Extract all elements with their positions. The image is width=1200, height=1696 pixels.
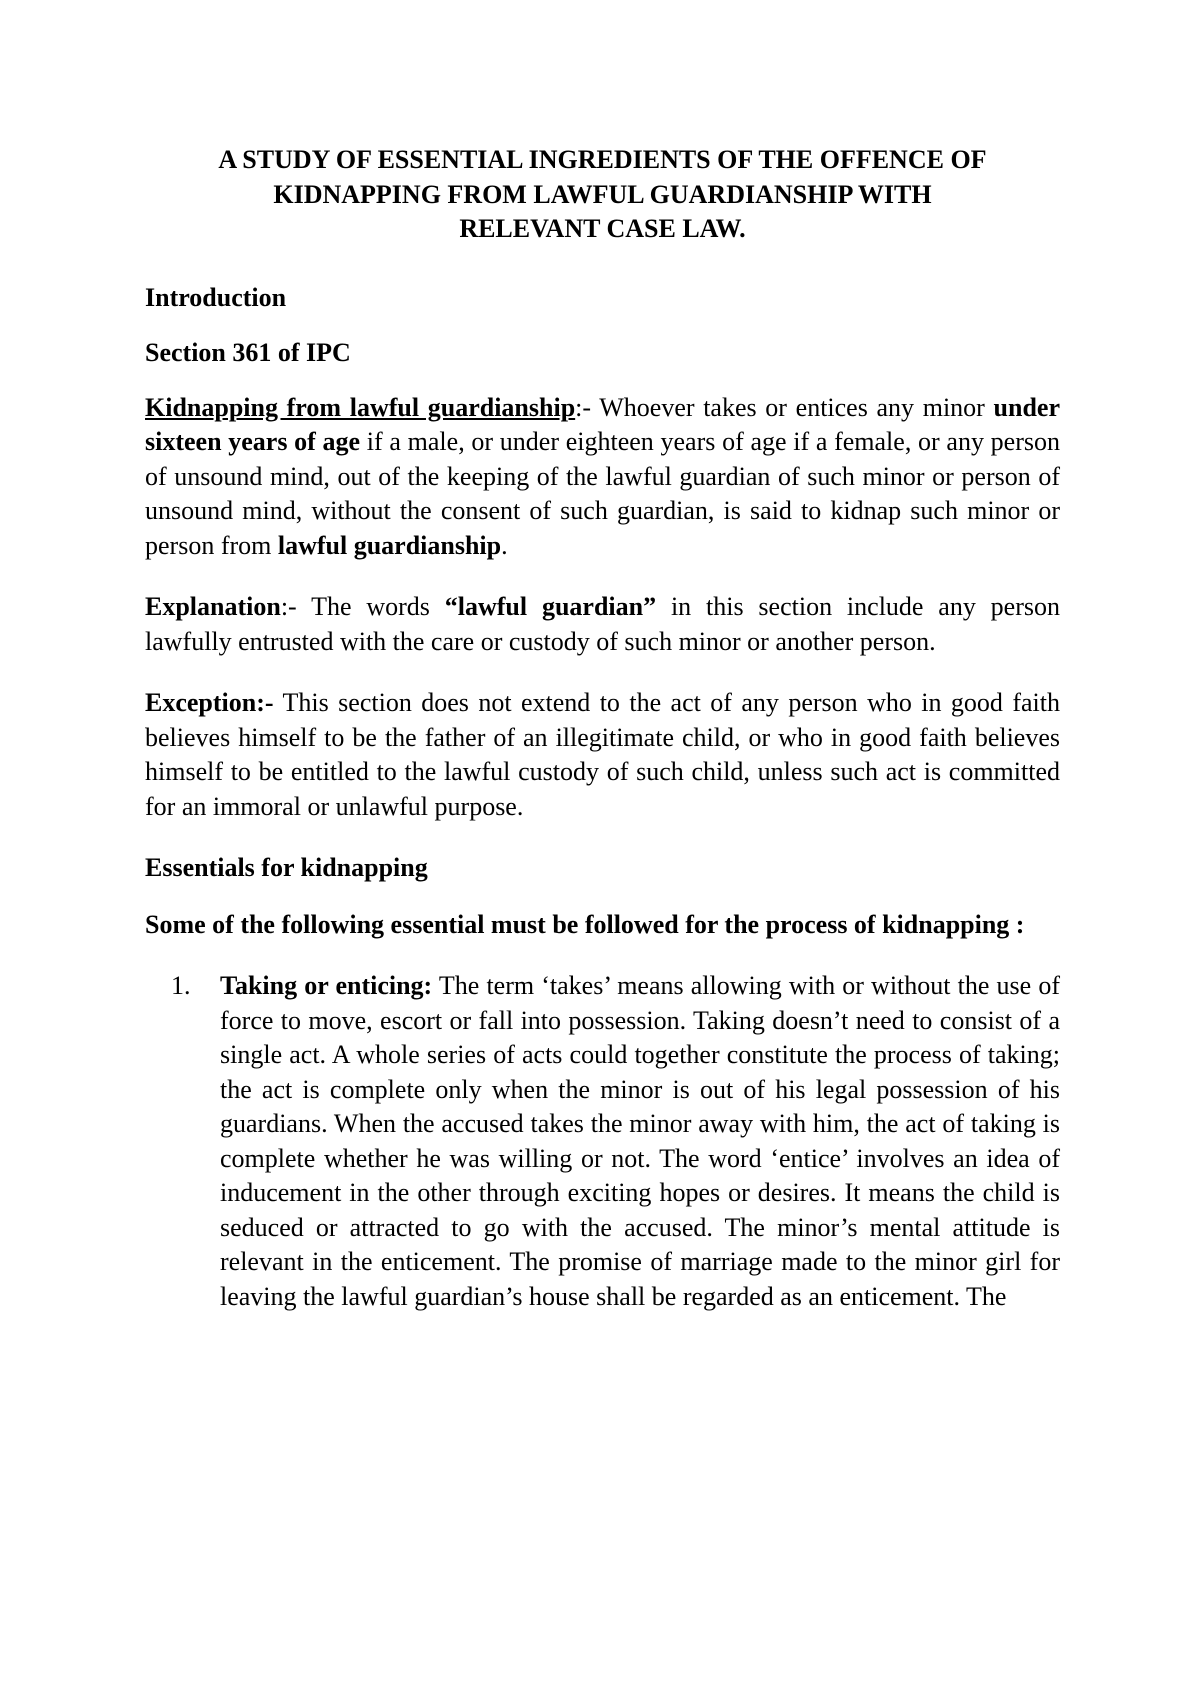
document-title [145,143,1060,247]
list-item [145,969,1060,1314]
explanation-label: Explanation [145,592,281,621]
exception-paragraph [145,686,1060,824]
essentials-list [145,969,1060,1314]
list-item-text: The term ‘takes’ means allowing with or without the use of force to move, escort or fall into possession. Taking doesn’t need to consist of a single act. A whole series of acts could together constitute the process of taking; the act is complete only when the minor is out of his legal possession of his guardians. When the accused takes the minor away with him, the act of taking is complete whether he was willing or not. The word ‘entice’ involves an idea of inducement in the other through exciting hopes or desires. It means the child is seduced or attracted to go with the accused. The minor’s mental attitude is relevant in the enticement. The promise of marriage made to the minor girl for leaving the lawful guardian’s house shall be regarded as an enticement. The [220,971,1060,1311]
exception-label: Exception [145,688,257,717]
section-heading: Section 361 of IPC [145,338,351,367]
definition-text: :- Whoever takes or entices any minor [575,392,994,422]
explanation-text: in this section include any person lawfully entrusted with the care or custody of such minor or another person. [145,592,1060,656]
document-page [145,143,1060,1314]
definition-end: . [501,530,508,560]
definition-term: Kidnapping from lawful guardianship [145,392,576,422]
explanation-text: :- The words [280,592,445,621]
definition-text: if a male, or under eighteen years of age if a female, or any person of unsound mind, out of the keeping of the lawful guardian of such minor or person of unsound mind, without the consent of such guardian, is said to kidnap such minor or person from [145,427,1060,560]
exception-separator: :- [256,688,274,717]
title-line: KIDNAPPING FROM LAWFUL GUARDIANSHIP WITH [273,179,932,209]
essentials-heading: Essentials for kidnapping [145,853,428,882]
introduction-heading: Introduction [145,282,287,312]
title-line: RELEVANT CASE LAW. [459,214,746,243]
essentials-subheading: Some of the following essential must be followed for the process of kidnapping : [145,909,1025,939]
definition-paragraph [145,391,1060,564]
explanation-paragraph [145,590,1060,659]
definition-bold-age: under sixteen years of age [145,392,1060,456]
explanation-bold-term: “lawful guardian” [444,592,657,621]
list-item-number: 1. [171,971,191,1000]
list-item-label: Taking or enticing: [220,971,433,1000]
exception-text: This section does not extend to the act of any person who in good faith believes himself to be the father of an illegitimate child, or who in good faith believes himself to be entitled to the lawful custody of such child, unless such act is committed for an immoral or unlawful purpose. [145,688,1060,821]
definition-bold-guardianship: lawful guardianship [277,530,502,560]
title-line: A STUDY OF ESSENTIAL INGREDIENTS OF THE OFFENCE OF [218,145,987,174]
